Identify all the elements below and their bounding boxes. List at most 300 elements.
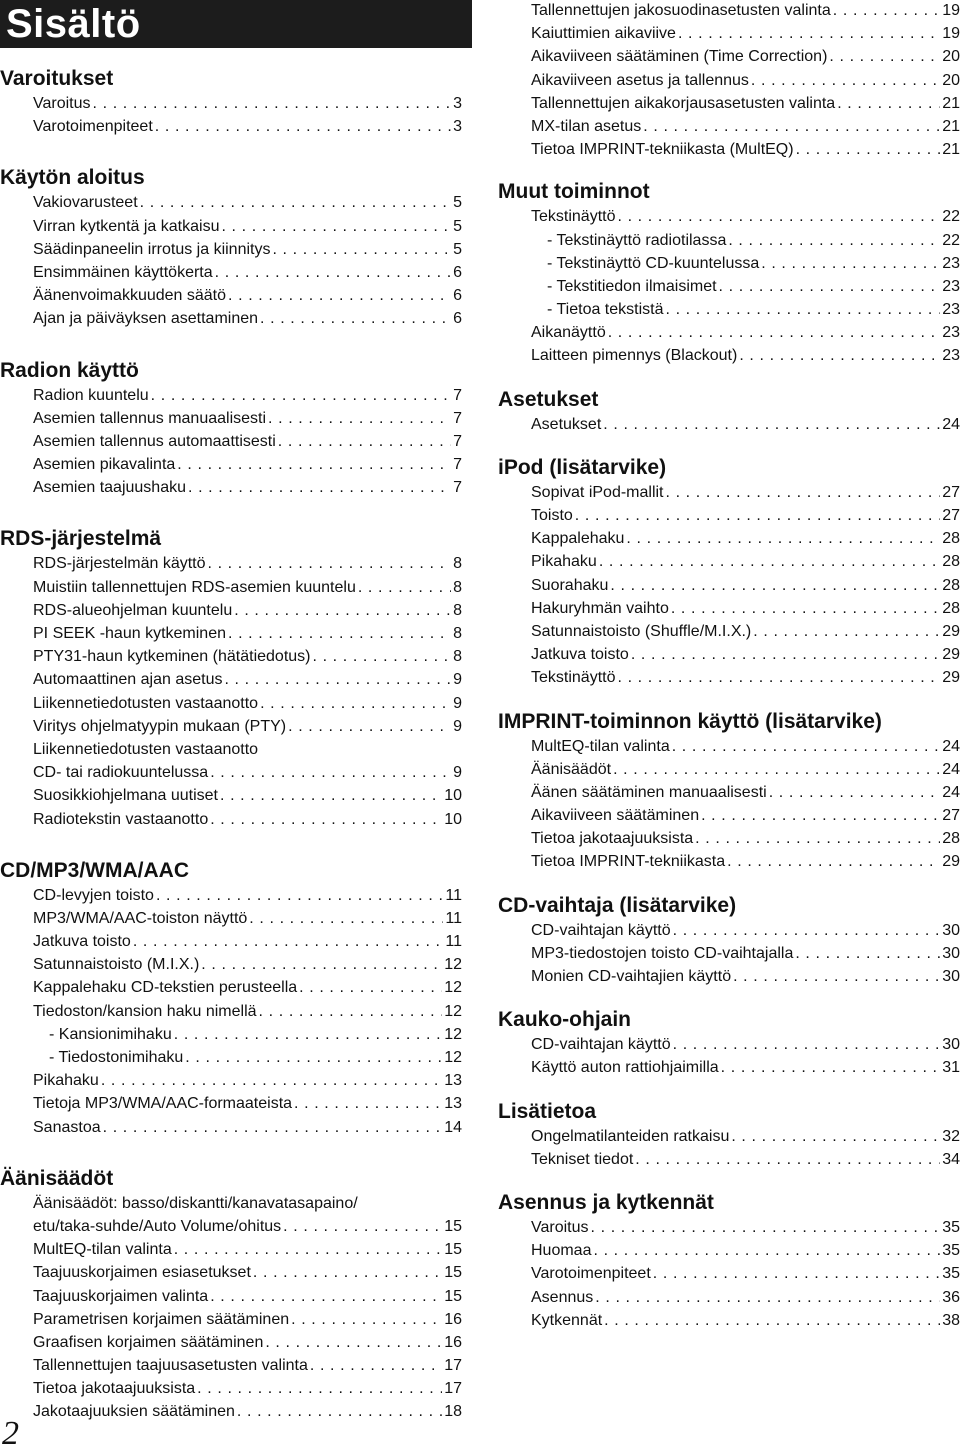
toc-section [498, 179, 960, 367]
toc-page-number: 9 [453, 764, 462, 782]
toc-page-number: 36 [942, 1288, 960, 1306]
toc-page-number: 30 [942, 968, 960, 985]
toc-entry[interactable] [531, 527, 960, 550]
toc-page-number: 24 [942, 737, 960, 755]
toc-entry[interactable] [531, 850, 960, 873]
toc-entry-title: Graafisen korjaimen säätäminen [33, 1333, 264, 1351]
toc-page-number: 13 [444, 1095, 462, 1113]
toc-page-number: 29 [942, 646, 960, 664]
toc-page-number: 28 [942, 599, 960, 617]
toc-entry-title: MX-tilan asetus [531, 117, 642, 135]
dot-leader [174, 1238, 442, 1261]
toc-page-number: 31 [942, 1059, 960, 1077]
toc-entry[interactable] [531, 138, 960, 161]
dot-leader [215, 261, 451, 284]
toc-page-number: 23 [942, 277, 960, 295]
toc-entry-title: Tiedoston/kansion haku nimellä [33, 1002, 257, 1020]
toc-entry[interactable] [531, 1033, 960, 1056]
toc-entry-title: CD- tai radiokuuntelussa [33, 764, 209, 782]
dot-leader [833, 0, 940, 22]
toc-entry-title: - Tekstinäyttö radiotilassa [547, 231, 727, 249]
dot-leader [837, 92, 940, 115]
section-heading: CD-vaihtaja (lisätarvike) [498, 893, 737, 917]
dot-leader [796, 138, 941, 161]
toc-page-number: 6 [453, 287, 462, 305]
toc-entry[interactable] [33, 238, 462, 261]
toc-entry[interactable] [33, 715, 462, 738]
toc-entry[interactable] [33, 1116, 462, 1139]
toc-page-number: 28 [942, 830, 960, 848]
toc-entry[interactable] [531, 550, 960, 573]
toc-page-number: 34 [942, 1150, 960, 1168]
dot-leader [610, 574, 940, 597]
dot-leader [599, 550, 940, 573]
dot-leader [237, 1400, 442, 1423]
toc-entry[interactable] [531, 643, 960, 666]
dot-leader [719, 275, 941, 298]
toc-continued-entries [498, 0, 960, 161]
toc-entry[interactable] [33, 191, 462, 214]
toc-entry[interactable] [531, 0, 960, 22]
toc-entry[interactable] [531, 1286, 960, 1309]
section-heading: Asetukset [498, 387, 599, 411]
toc-entry-title: Taajuuskorjaimen valinta [33, 1287, 209, 1305]
dot-leader [769, 781, 941, 804]
toc-page-number: 7 [453, 386, 462, 404]
toc-right-column [498, 0, 960, 1332]
toc-section [0, 165, 462, 330]
dot-leader [249, 907, 443, 930]
toc-page-number: 23 [942, 301, 960, 319]
toc-entry-title: MP3-tiedostojen toisto CD-vaihtajalla [531, 944, 794, 962]
toc-entry[interactable] [531, 620, 960, 643]
toc-page-number: 12 [444, 956, 462, 974]
toc-entry-title: Kappalehaku CD-tekstien perusteella [33, 979, 298, 997]
toc-page-number: 11 [445, 909, 462, 927]
toc-entry-title: Aikaviiveen säätäminen (Time Correction) [531, 48, 828, 66]
toc-entry-title: Laitteen pimennys (Blackout) [531, 347, 738, 365]
toc-section [498, 893, 960, 989]
toc-entry[interactable] [531, 919, 960, 942]
toc-entry[interactable] [33, 307, 462, 330]
toc-entry[interactable] [33, 784, 462, 807]
dot-leader [575, 504, 940, 527]
toc-page-number: 17 [444, 1357, 462, 1375]
toc-section [498, 455, 960, 690]
dot-leader [701, 804, 940, 827]
toc-entry-title: Jakotaajuuksien säätäminen [33, 1403, 235, 1421]
toc-entry[interactable] [531, 22, 960, 45]
toc-entry[interactable] [33, 1331, 462, 1354]
toc-page-number: 30 [942, 944, 960, 962]
toc-page-number: 27 [942, 807, 960, 825]
dot-leader [174, 1023, 442, 1046]
toc-entry-title: PTY31-haun kytkeminen (hätätiedotus) [33, 648, 311, 666]
toc-entry[interactable] [33, 1377, 462, 1400]
toc-page-number: 28 [942, 553, 960, 571]
toc-entry[interactable] [33, 1261, 462, 1284]
toc-entry[interactable] [531, 205, 960, 228]
toc-entry[interactable] [33, 92, 462, 115]
dot-leader [672, 735, 940, 758]
toc-entry-title: Satunnaistoisto (M.I.X.) [33, 956, 200, 974]
toc-entry-title: Aikaviiveen asetus ja tallennus [531, 71, 749, 89]
toc-page-number: 19 [942, 2, 960, 19]
dot-leader [210, 761, 451, 784]
dot-leader [260, 307, 451, 330]
toc-entry[interactable] [531, 69, 960, 92]
toc-entry[interactable] [33, 476, 462, 499]
dot-leader [294, 1092, 442, 1115]
toc-entry-title: Suosikkiohjelmana uutiset [33, 787, 218, 805]
toc-entry[interactable] [33, 384, 462, 407]
dot-leader [671, 597, 940, 620]
toc-entry-title: Tietoa IMPRINT-tekniikasta [531, 853, 726, 871]
toc-entry-title: Tietoa jakotaajuuksista [531, 830, 694, 848]
toc-entry-title: Asemien tallennus automaattisesti [33, 432, 276, 450]
dot-leader [133, 930, 444, 953]
toc-page-number: 8 [453, 601, 462, 619]
page-title: Sisältö [6, 2, 141, 46]
toc-entry-title: Tietoja MP3/WMA/AAC-formaateista [33, 1095, 293, 1113]
toc-entry[interactable] [33, 1215, 462, 1238]
toc-entry[interactable] [531, 597, 960, 620]
toc-page-number: 18 [444, 1403, 462, 1421]
section-heading: Kauko-ohjain [498, 1008, 632, 1032]
toc-page-number: 12 [444, 1025, 462, 1043]
section-heading: iPod (lisätarvike) [498, 455, 667, 479]
toc-entry-title: Ajan ja päiväyksen asettaminen [33, 310, 259, 328]
toc-entry[interactable] [33, 1000, 462, 1023]
section-heading: RDS-järjestelmä [0, 527, 162, 551]
toc-entry[interactable] [33, 761, 462, 784]
dot-leader [101, 1069, 442, 1092]
toc-entry[interactable] [531, 1125, 960, 1148]
dot-leader [283, 1215, 442, 1238]
toc-page-number: 22 [942, 231, 960, 249]
toc-page-number: 11 [445, 886, 462, 904]
toc-entry-title: Hakuryhmän vaihto [531, 599, 669, 617]
section-heading: CD/MP3/WMA/AAC [0, 858, 189, 882]
toc-page-number: 12 [444, 979, 462, 997]
toc-entry[interactable] [33, 284, 462, 307]
toc-page-number: 22 [942, 208, 960, 226]
toc-entry[interactable] [33, 1046, 462, 1069]
toc-page-number: 35 [942, 1218, 960, 1236]
dot-leader [795, 942, 940, 965]
section-heading: Äänisäädöt [0, 1166, 114, 1190]
toc-entry-title: MultEQ-tilan valinta [33, 1241, 172, 1259]
dot-leader [188, 476, 451, 499]
toc-page-number: 30 [942, 1036, 960, 1054]
toc-page-number: 35 [942, 1265, 960, 1283]
dot-leader [221, 215, 451, 238]
dot-leader [259, 1000, 443, 1023]
toc-entry[interactable] [531, 481, 960, 504]
dot-leader [358, 576, 451, 599]
toc-entry[interactable] [33, 692, 462, 715]
dot-leader [751, 69, 940, 92]
toc-entry[interactable] [531, 1262, 960, 1285]
toc-entry-title: Ongelmatilanteiden ratkaisu [531, 1127, 730, 1145]
toc-page-number: 14 [444, 1118, 462, 1136]
toc-page-number: 11 [445, 933, 462, 951]
dot-leader [604, 1309, 940, 1332]
dot-leader [591, 1216, 941, 1239]
toc-entry[interactable] [33, 645, 462, 668]
dot-leader [228, 284, 451, 307]
toc-entry-title: - Tekstinäyttö CD-kuuntelussa [547, 254, 760, 272]
dot-leader [224, 668, 451, 691]
toc-page-number: 23 [942, 347, 960, 365]
toc-entry[interactable] [531, 942, 960, 965]
toc-entry-title: Jatkuva toisto [33, 933, 131, 951]
toc-entry[interactable] [33, 1285, 462, 1308]
toc-entry[interactable] [33, 453, 462, 476]
toc-entry[interactable] [531, 413, 960, 436]
toc-entry[interactable] [531, 92, 960, 115]
toc-entry-title: Pikahaku [531, 553, 597, 571]
toc-entry-title: CD-levyjen toisto [33, 886, 154, 904]
dot-leader [156, 884, 443, 907]
toc-entry-title: Tekstinäyttö [531, 208, 616, 226]
toc-entry[interactable] [33, 1238, 462, 1261]
toc-entry[interactable] [33, 599, 462, 622]
toc-entry[interactable] [33, 1354, 462, 1377]
toc-entry-title: Säädinpaneelin irrotus ja kiinnitys [33, 240, 271, 258]
toc-section [498, 1190, 960, 1332]
toc-page-number: 17 [444, 1380, 462, 1398]
toc-entry-title: Vakiovarusteet [33, 194, 138, 212]
toc-entry[interactable] [33, 738, 462, 761]
toc-entry-title: - Tekstitiedon ilmaisimet [547, 277, 717, 295]
dot-leader [753, 620, 940, 643]
toc-entry[interactable] [531, 758, 960, 781]
toc-entry-title: - Kansionimihaku [49, 1025, 172, 1043]
toc-page-number: 7 [453, 456, 462, 474]
toc-entry[interactable] [531, 252, 960, 275]
section-heading: Varoitukset [0, 67, 114, 90]
toc-page-number: 35 [942, 1242, 960, 1260]
toc-entry-title: RDS-alueohjelman kuuntelu [33, 601, 233, 619]
dot-leader [603, 413, 940, 436]
toc-entry[interactable] [33, 1400, 462, 1423]
toc-entry[interactable] [531, 965, 960, 988]
toc-entry[interactable] [33, 576, 462, 599]
dot-leader [299, 976, 442, 999]
toc-page-number: 24 [942, 415, 960, 433]
toc-entry[interactable] [33, 808, 462, 831]
section-heading: Käytön aloitus [0, 166, 145, 190]
toc-entry[interactable] [531, 115, 960, 138]
toc-page-number: 15 [444, 1217, 462, 1235]
toc-section [498, 387, 960, 436]
toc-entry[interactable] [531, 45, 960, 68]
dot-leader [721, 1056, 941, 1079]
dot-leader [272, 238, 451, 261]
toc-entry-title: Muistiin tallennettujen RDS-asemien kuuntelu [33, 578, 356, 596]
toc-left-column [0, 0, 462, 1424]
toc-page-number: 16 [444, 1310, 462, 1328]
toc-page-number: 12 [444, 1002, 462, 1020]
toc-entry[interactable] [33, 261, 462, 284]
toc-page-number: 13 [444, 1072, 462, 1090]
toc-entry[interactable] [33, 976, 462, 999]
toc-page-number: 27 [942, 507, 960, 524]
toc-entry-title: Äänisäädöt [531, 760, 612, 778]
toc-entry[interactable] [33, 930, 462, 953]
section-heading: Radion käyttö [0, 358, 139, 382]
toc-page-number: 29 [942, 669, 960, 687]
toc-entry-title: - Tiedostonimihaku [49, 1049, 184, 1066]
toc-entry-title: Tallennettujen jakosuodinasetusten valinta [531, 2, 831, 19]
toc-entry[interactable] [531, 321, 960, 344]
toc-entry[interactable] [33, 407, 462, 430]
toc-page-number: 7 [453, 479, 462, 497]
toc-entry-title: Kytkennät [531, 1311, 603, 1329]
dot-leader [310, 1354, 442, 1377]
toc-entry-title: Tallennettujen taajuusasetusten valinta [33, 1357, 308, 1375]
toc-page-number: 23 [942, 324, 960, 342]
toc-entry[interactable] [531, 298, 960, 321]
dot-leader [643, 115, 940, 138]
toc-entry[interactable] [33, 1092, 462, 1115]
dot-leader [626, 527, 940, 550]
dot-leader [210, 808, 442, 831]
toc-entry-title: Tekniset tiedot [531, 1150, 634, 1168]
toc-entry-title: Viritys ohjelmatyypin mukaan (PTY) [33, 717, 287, 735]
dot-leader [155, 115, 451, 138]
toc-page-number: 23 [942, 254, 960, 272]
toc-entry[interactable] [33, 884, 462, 907]
toc-section [0, 358, 462, 500]
toc-entry-title: Asetukset [531, 415, 602, 433]
section-heading: Asennus ja kytkennät [498, 1190, 714, 1214]
toc-entry-title: Parametrisen korjaimen säätäminen [33, 1310, 290, 1328]
toc-page-number: 21 [942, 141, 960, 159]
toc-entry[interactable] [531, 1309, 960, 1332]
toc-page-number: 9 [453, 717, 462, 735]
toc-entry-title: Asemien tallennus manuaalisesti [33, 409, 267, 427]
toc-entry-title: MultEQ-tilan valinta [531, 737, 670, 755]
dot-leader [678, 22, 940, 45]
toc-entry[interactable] [531, 804, 960, 827]
toc-entry-title: - Tietoa tekstistä [547, 301, 664, 319]
dot-leader [761, 252, 940, 275]
dot-leader [829, 45, 940, 68]
toc-section [498, 1007, 960, 1079]
dot-leader [312, 645, 451, 668]
toc-entry-title: Toisto [531, 507, 573, 524]
toc-entry-title: Asemien pikavalinta [33, 456, 176, 474]
dot-leader [260, 692, 451, 715]
toc-entry[interactable] [33, 430, 462, 453]
toc-entry-title: Virran kytkentä ja katkaisu [33, 217, 220, 235]
toc-entry-title: Varoitus [33, 95, 91, 112]
toc-entry-title: Ensimmäinen käyttökerta [33, 263, 213, 281]
toc-page-number: 29 [942, 622, 960, 640]
toc-entry[interactable] [531, 1148, 960, 1171]
toc-entry-title: Aikaviiveen säätäminen [531, 807, 700, 825]
toc-entry-title: Kaiuttimien aikaviive [531, 25, 676, 43]
toc-entry[interactable] [531, 1056, 960, 1079]
dot-leader [185, 1046, 442, 1069]
toc-page-number: 21 [942, 117, 960, 135]
toc-entry[interactable] [531, 229, 960, 252]
dot-leader [739, 344, 940, 367]
toc-entry[interactable] [33, 1023, 462, 1046]
toc-entry-title: Radiotekstin vastaanotto [33, 810, 209, 828]
dot-leader [733, 965, 940, 988]
dot-leader [210, 1285, 442, 1308]
toc-entry[interactable] [531, 781, 960, 804]
toc-page-number: 9 [453, 671, 462, 689]
toc-entry[interactable] [33, 953, 462, 976]
toc-entry-title: Sanastoa [33, 1118, 101, 1136]
dot-leader [673, 1033, 941, 1056]
dot-leader [695, 827, 940, 850]
toc-page-number: 15 [444, 1241, 462, 1259]
toc-entry-title: Pikahaku [33, 1072, 99, 1090]
toc-entry[interactable] [33, 1192, 462, 1215]
toc-entry[interactable] [33, 552, 462, 575]
toc-entry[interactable] [33, 1069, 462, 1092]
toc-page-number: 21 [942, 94, 960, 112]
toc-entry[interactable] [33, 215, 462, 238]
toc-entry[interactable] [33, 907, 462, 930]
toc-entry[interactable] [33, 115, 462, 138]
toc-entry-title: Käyttö auton rattiohjaimilla [531, 1059, 719, 1077]
toc-entry-title: Äänen säätäminen manuaalisesti [531, 783, 767, 801]
toc-entry[interactable] [531, 504, 960, 527]
toc-entry[interactable] [33, 622, 462, 645]
toc-entry[interactable] [531, 1216, 960, 1239]
toc-entry[interactable] [531, 344, 960, 367]
toc-entry[interactable] [531, 1239, 960, 1262]
dot-leader [666, 481, 941, 504]
toc-entry[interactable] [531, 275, 960, 298]
toc-entry[interactable] [531, 666, 960, 689]
dot-leader [673, 919, 941, 942]
dot-leader [617, 205, 940, 228]
section-heading: Lisätietoa [498, 1099, 597, 1123]
toc-page-number: 3 [453, 118, 462, 136]
toc-entry-title: Äänenvoimakkuuden säätö [33, 287, 227, 305]
toc-entry-title: etu/taka-suhde/Auto Volume/ohitus [33, 1217, 282, 1235]
toc-page-number: 32 [942, 1127, 960, 1145]
toc-page-number: 5 [453, 240, 462, 258]
dot-leader [593, 1239, 940, 1262]
dot-leader [653, 1262, 940, 1285]
page-number: 2 [2, 1415, 19, 1452]
toc-page-number: 30 [942, 921, 960, 939]
toc-entry[interactable] [531, 574, 960, 597]
toc-entry-title: Jatkuva toisto [531, 646, 629, 664]
toc-entry[interactable] [33, 668, 462, 691]
toc-entry-title: MP3/WMA/AAC-toiston näyttö [33, 909, 248, 927]
toc-page-number: 5 [453, 194, 462, 212]
dot-leader [288, 715, 451, 738]
toc-page-number: 19 [942, 25, 960, 43]
toc-entry-title: Liikennetiedotusten vastaanotto [33, 740, 259, 758]
toc-entry[interactable] [531, 827, 960, 850]
toc-entry[interactable] [531, 735, 960, 758]
toc-page-number: 6 [453, 310, 462, 328]
toc-entry[interactable] [33, 1308, 462, 1331]
toc-page-number: 28 [942, 530, 960, 548]
dot-leader [151, 384, 451, 407]
toc-entry-title: Tietoa IMPRINT-tekniikasta (MultEQ) [531, 141, 794, 159]
